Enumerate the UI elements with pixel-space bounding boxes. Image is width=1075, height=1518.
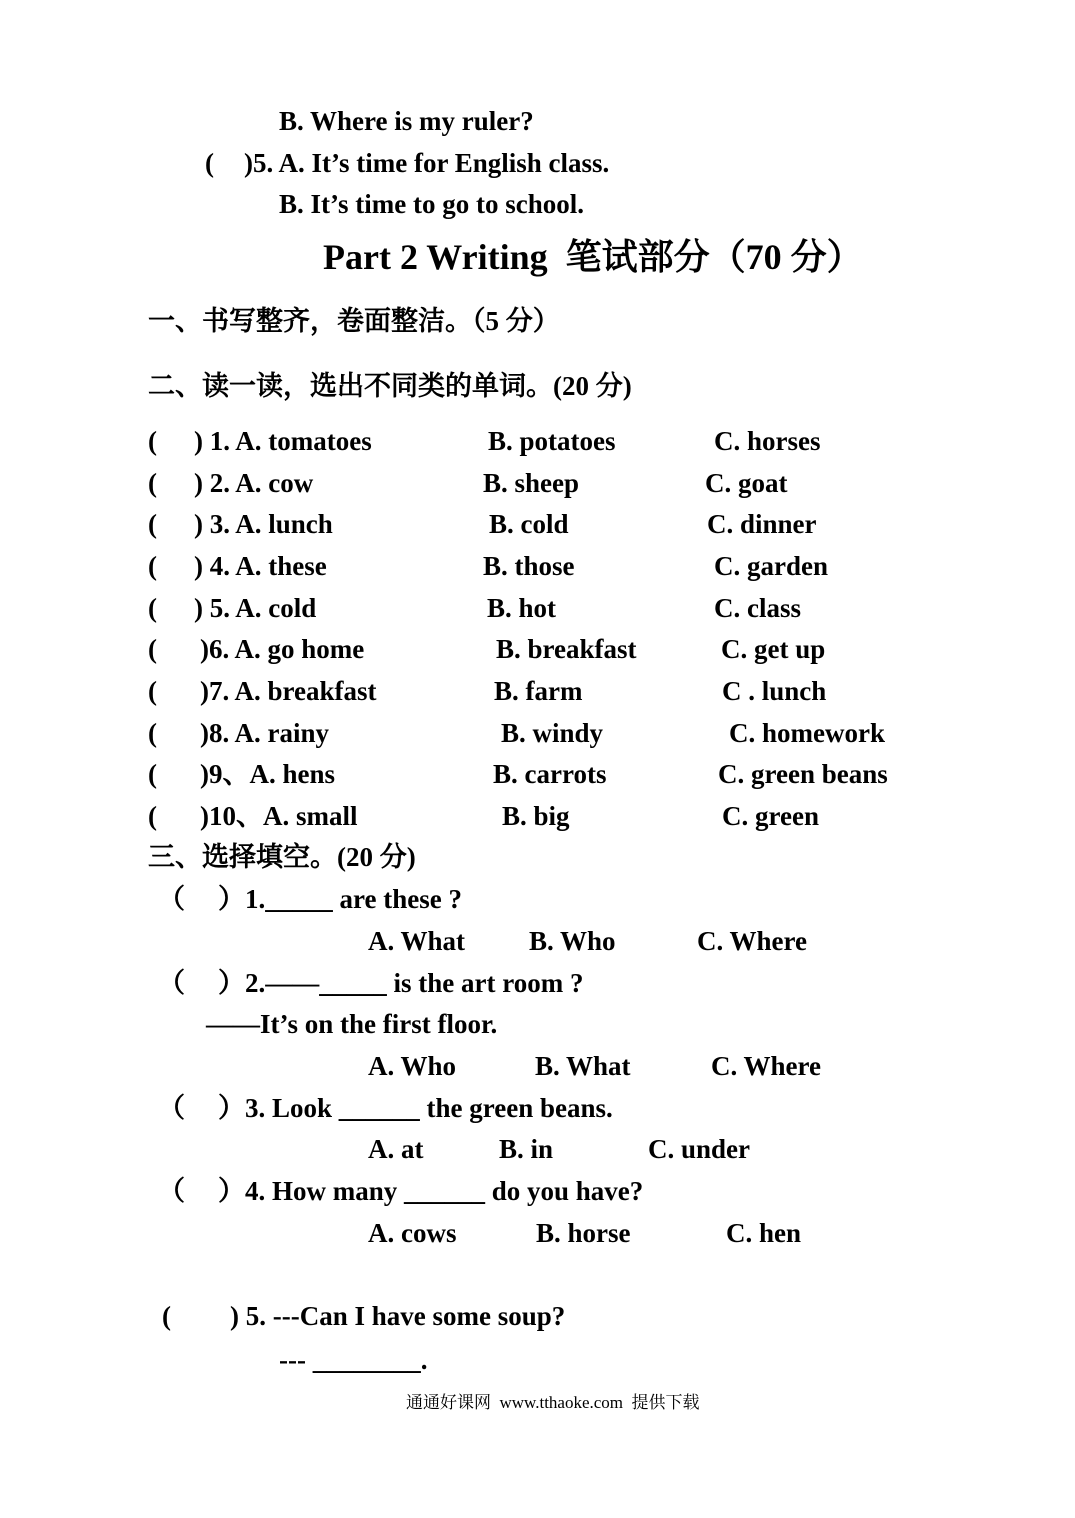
- answer-paren: (: [148, 551, 157, 581]
- option-b: B. farm: [494, 676, 583, 706]
- option-c: C. goat: [705, 468, 788, 498]
- s3-q4-stem: ）4. How many ______ do you have?: [218, 1176, 644, 1206]
- s3-q5-stem: ) 5. ---Can I have some soup?: [230, 1301, 566, 1331]
- option-c: C. class: [714, 593, 801, 623]
- q5-option-b: B. It’s time to go to school.: [279, 189, 584, 219]
- option-c: C. garden: [714, 551, 828, 581]
- option-c: C. green: [722, 801, 819, 831]
- s3-q3-option-a: A. at: [368, 1134, 424, 1164]
- s3-q3-option-b: B. in: [499, 1134, 554, 1164]
- part2-title: Part 2 Writing 笔试部分（70 分）: [323, 237, 863, 277]
- answer-paren: (: [148, 676, 157, 706]
- answer-paren: (: [148, 759, 157, 789]
- section1-heading: 一、书写整齐，卷面整洁。（5 分）: [148, 306, 560, 336]
- option-a: )7. A. breakfast: [200, 676, 377, 706]
- option-b: B. sheep: [483, 468, 580, 498]
- q5-answer-paren: (: [205, 148, 214, 178]
- option-a: ) 4. A. these: [194, 551, 327, 581]
- option-c: C. homework: [729, 718, 885, 748]
- answer-paren: (: [148, 509, 157, 539]
- s3-q2-paren: （: [158, 968, 185, 998]
- s3-q1-option-c: C. Where: [697, 926, 807, 956]
- s3-q4-paren: （: [158, 1176, 185, 1206]
- section2-heading: 二、读一读，选出不同类的单词。(20 分): [148, 371, 632, 401]
- option-a: ) 1. A. tomatoes: [194, 426, 372, 456]
- option-b: B. carrots: [493, 759, 607, 789]
- s3-q1-option-a: A. What: [368, 926, 466, 956]
- option-b: B. big: [502, 801, 570, 831]
- option-c: C. dinner: [707, 509, 817, 539]
- s3-q2-stem: ）2.——_____ is the art room ?: [218, 968, 584, 998]
- option-b: B. cold: [489, 509, 569, 539]
- s3-q2-option-c: C. Where: [711, 1051, 821, 1081]
- option-a: )6. A. go home: [200, 634, 365, 664]
- option-a: )8. A. rainy: [200, 718, 330, 748]
- section3-heading: 三、选择填空。(20 分): [148, 842, 416, 872]
- footer-credit: 通通好课网 www.tthaoke.com 提供下载: [406, 1393, 700, 1412]
- answer-paren: (: [148, 468, 157, 498]
- answer-paren: (: [148, 634, 157, 664]
- s3-q4-option-c: C. hen: [726, 1218, 802, 1248]
- s3-q3-stem: ）3. Look ______ the green beans.: [218, 1093, 613, 1123]
- q5-option-a: )5. A. It’s time for English class.: [244, 148, 610, 178]
- option-a: )10、A. small: [200, 801, 358, 831]
- option-a: ) 3. A. lunch: [194, 509, 333, 539]
- s3-q1-option-b: B. Who: [529, 926, 616, 956]
- option-a: ) 2. A. cow: [194, 468, 314, 498]
- s3-q3-paren: （: [158, 1093, 185, 1123]
- s3-q2-option-a: A. Who: [368, 1051, 457, 1081]
- q4-option-b: B. Where is my ruler?: [279, 106, 534, 136]
- answer-paren: (: [148, 718, 157, 748]
- option-a: ) 5. A. cold: [194, 593, 317, 623]
- option-a: )9、A. hens: [200, 759, 336, 789]
- option-b: B. windy: [501, 718, 604, 748]
- s3-q5-paren: (: [162, 1301, 171, 1331]
- option-c: C. horses: [714, 426, 821, 456]
- option-c: C. get up: [721, 634, 826, 664]
- s3-q1-paren: （: [158, 884, 185, 914]
- s3-q3-option-c: C. under: [648, 1134, 751, 1164]
- option-c: C. green beans: [718, 759, 888, 789]
- s3-q2-option-b: B. What: [535, 1051, 631, 1081]
- option-b: B. hot: [487, 593, 557, 623]
- s3-q2-response: ——It’s on the first floor.: [206, 1009, 498, 1039]
- option-c: C . lunch: [722, 676, 827, 706]
- option-b: B. breakfast: [496, 634, 637, 664]
- s3-q1-stem: ）1._____ are these ?: [218, 884, 462, 914]
- answer-paren: (: [148, 593, 157, 623]
- answer-paren: (: [148, 801, 157, 831]
- s3-q4-option-a: A. cows: [368, 1218, 457, 1248]
- s3-q4-option-b: B. horse: [536, 1218, 631, 1248]
- s3-q5-response: --- ________.: [279, 1345, 428, 1375]
- answer-paren: (: [148, 426, 157, 456]
- option-b: B. those: [483, 551, 575, 581]
- option-b: B. potatoes: [488, 426, 616, 456]
